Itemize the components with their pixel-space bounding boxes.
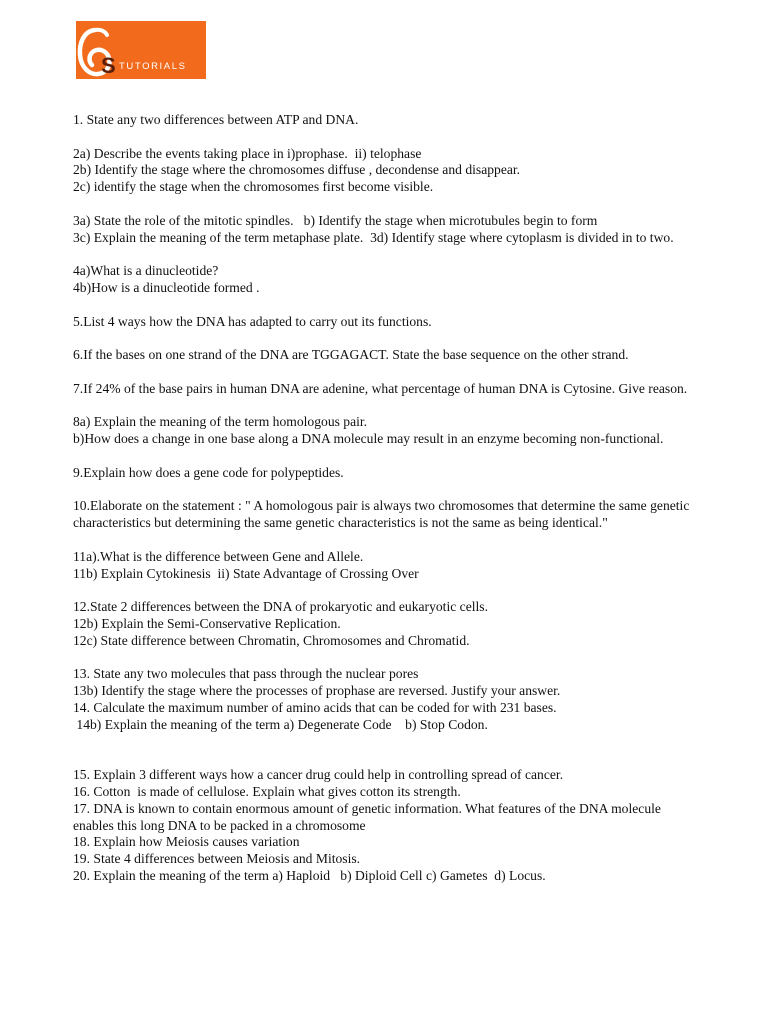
question-block [73, 381, 703, 398]
question-list [73, 112, 703, 902]
question-line: 13b) Identify the stage where the processes of prophase are reversed. Justify your answer. [73, 683, 561, 699]
question-line: 10.Elaborate on the statement : " A homologous pair is always two chromosomes that determine the same genetic characteristics but determining the same genetic characteristics is not the same as being identical." [73, 498, 693, 531]
question-line: 20. Explain the meaning of the term a) Haploid b) Diploid Cell c) Gametes d) Locus. [73, 868, 546, 884]
question-block [73, 263, 703, 297]
question-line: 9.Explain how does a gene code for polypeptides. [73, 464, 344, 480]
question-block [73, 414, 703, 448]
question-line: 3a) State the role of the mitotic spindles. b) Identify the stage when microtubules begin to form [73, 212, 598, 228]
question-line: 3c) Explain the meaning of the term metaphase plate. 3d) Identify stage where cytoplasm is divided in to two. [73, 229, 674, 245]
question-line: 2a) Describe the events taking place in i)prophase. ii) telophase [73, 145, 422, 161]
question-block [73, 498, 703, 532]
question-block [73, 314, 703, 331]
question-line: 18. Explain how Meiosis causes variation [73, 834, 300, 850]
question-block [73, 666, 703, 733]
question-block [73, 549, 703, 583]
question-block [73, 347, 703, 364]
question-line: 11a).What is the difference between Gene and Allele. [73, 548, 364, 564]
question-line: b)How does a change in one base along a DNA molecule may result in an enzyme becoming non-functional. [73, 431, 664, 447]
question-line: 4b)How is a dinucleotide formed . [73, 279, 260, 295]
question-line: 7.If 24% of the base pairs in human DNA are adenine, what percentage of human DNA is Cytosine. Give reason. [73, 380, 688, 396]
question-line: 14b) Explain the meaning of the term a) Degenerate Code b) Stop Codon. [73, 716, 488, 732]
question-line: 15. Explain 3 different ways how a cancer drug could help in controlling spread of cancer. [73, 767, 564, 783]
question-block [73, 146, 703, 196]
question-block [73, 465, 703, 482]
question-line: 12c) State difference between Chromatin, Chromosomes and Chromatid. [73, 632, 470, 648]
question-line: 11b) Explain Cytokinesis ii) State Advantage of Crossing Over [73, 565, 419, 581]
question-line: 14. Calculate the maximum number of amino acids that can be coded for with 231 bases. [73, 699, 557, 715]
logo [76, 21, 206, 79]
question-line: 17. DNA is known to contain enormous amount of genetic information. What features of the DNA molecule enables this long DNA to be packed in a chromosome [73, 800, 665, 833]
question-line: 5.List 4 ways how the DNA has adapted to carry out its functions. [73, 313, 432, 329]
logo-text: TUTORIALS [119, 61, 187, 72]
question-line: 4a)What is a dinucleotide? [73, 263, 219, 279]
question-line: 19. State 4 differences between Meiosis and Mitosis. [73, 851, 361, 867]
question-block [73, 112, 703, 129]
svg-text:S: S [101, 53, 116, 78]
question-line: 13. State any two molecules that pass through the nuclear pores [73, 666, 419, 682]
question-line: 12.State 2 differences between the DNA of prokaryotic and eukaryotic cells. [73, 599, 488, 615]
question-block [73, 213, 703, 247]
question-block [73, 599, 703, 649]
question-line: 2b) Identify the stage where the chromosomes diffuse , decondense and disappear. [73, 162, 521, 178]
question-block [73, 767, 703, 885]
question-line: 16. Cotton is made of cellulose. Explain what gives cotton its strength. [73, 784, 461, 800]
question-line: 6.If the bases on one strand of the DNA are TGGAGACT. State the base sequence on the other strand. [73, 347, 629, 363]
question-line: 12b) Explain the Semi-Conservative Replication. [73, 615, 341, 631]
question-line: 2c) identify the stage when the chromosomes first become visible. [73, 179, 434, 195]
question-line: 8a) Explain the meaning of the term homologous pair. [73, 414, 368, 430]
question-line: 1. State any two differences between ATP and DNA. [73, 112, 359, 127]
